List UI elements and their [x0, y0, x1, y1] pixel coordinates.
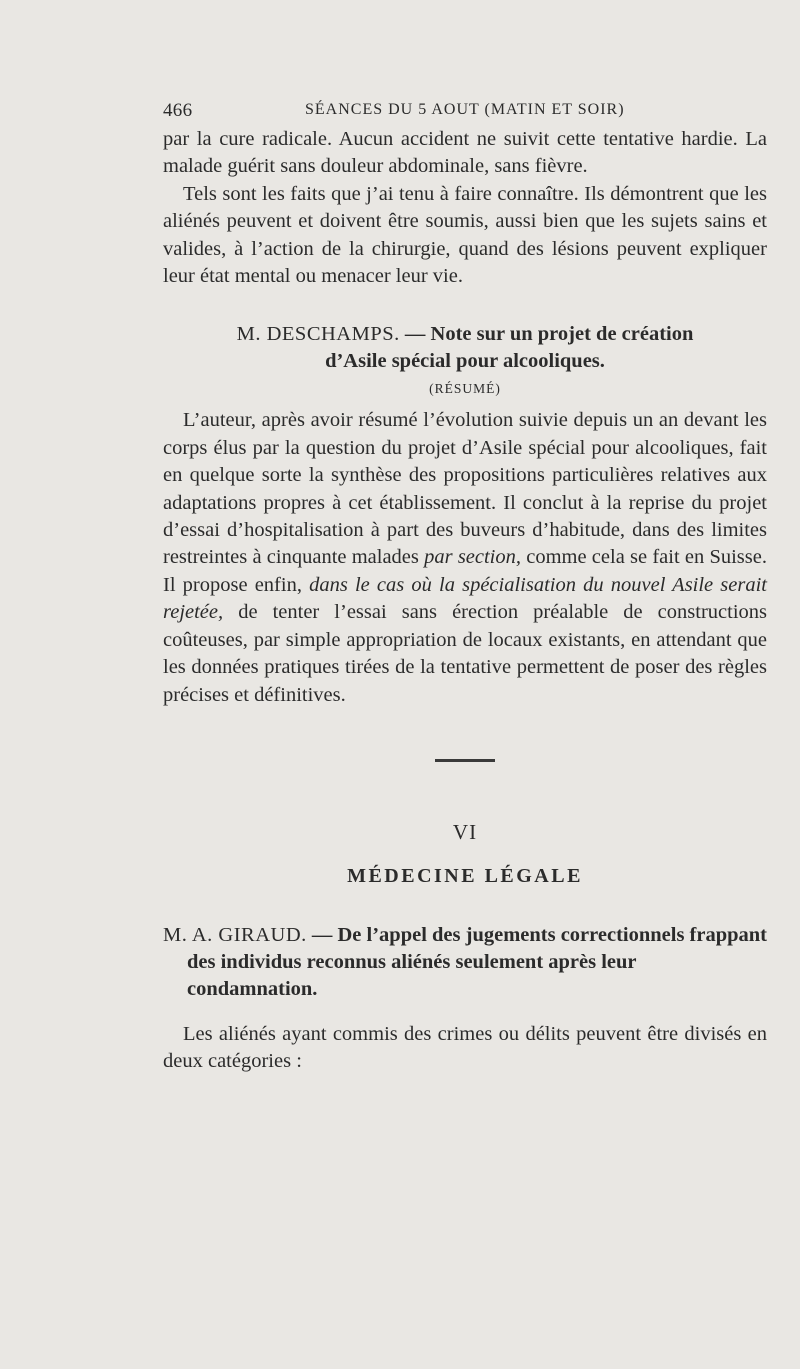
- author-giraud: M. A. GIRAUD.: [163, 923, 307, 946]
- paragraph-conclusion: Tels sont les faits que j’ai tenu à faire connaître. Ils démontrent que les aliénés peuvent et doivent être soumis, aussi bien que les sujets sains et valides, à l’action de la chirurgie, quand des lésions peuvent expliquer leur état mental ou menacer leur vie.: [163, 182, 767, 288]
- summary-italic-2: dans le cas où la spécialisation du nouvel Asile serait rejetée,: [163, 573, 767, 624]
- section-title-giraud: De l’appel des jugements correctionnels frappant des individus reconnus aliénés seulement après leur condamnation.: [187, 923, 768, 1000]
- summary-text-1: L’auteur, après avoir résumé l’évolution suivie depuis un an devant les corps élus par la question du projet d’Asile spécial pour alcooliques, fait en quelque sorte la synthèse des propositions particulières relatives aux adaptations propres à cet établissement. Il conclut à la reprise du projet d’essai d’hospitalisation à part des buveurs d’habitude, dans des limites restreintes à cinquante malades: [163, 409, 767, 569]
- running-title: SÉANCES DU 5 AOUT (MATIN ET SOIR): [305, 101, 625, 118]
- section-heading-deschamps: [163, 321, 767, 375]
- chapter-number: VI: [452, 819, 478, 844]
- heading-dash: —: [399, 323, 431, 346]
- section-divider: [435, 759, 495, 762]
- paragraph-deschamps-summary: [163, 407, 767, 708]
- heading-dash: —: [306, 923, 338, 946]
- page-number: 466: [163, 100, 193, 121]
- chapter-title: MÉDECINE LÉGALE: [347, 864, 583, 887]
- summary-italic-1: par section,: [424, 546, 522, 569]
- document-page: [163, 96, 767, 1076]
- summary-text-3: de tenter l’essai sans érection préalable de constructions coûteuses, par simple appropriation de locaux existants, en attendant que les données pratiques tirées de la tentative permettent de poser des règles précises et définitives.: [163, 601, 767, 706]
- section-heading-giraud: [163, 922, 767, 1003]
- section-title-line2: d’Asile spécial pour alcooliques.: [325, 350, 605, 373]
- summary-text-2: comme cela se fait en Suisse. Il propose enfin,: [163, 546, 767, 596]
- author-deschamps: M. DESCHAMPS.: [236, 323, 400, 346]
- section-title-line1: Note sur un projet de création: [430, 323, 694, 346]
- resume-label: (RÉSUMÉ): [429, 381, 501, 397]
- paragraph-giraud: Les aliénés ayant commis des crimes ou délits peuvent être divisés en deux catégories :: [163, 1022, 767, 1073]
- running-header: [163, 96, 767, 126]
- paragraph-continuation: par la cure radicale. Aucun accident ne suivit cette tentative hardie. La malade guérit sans douleur abdominale, sans fièvre.: [163, 128, 767, 178]
